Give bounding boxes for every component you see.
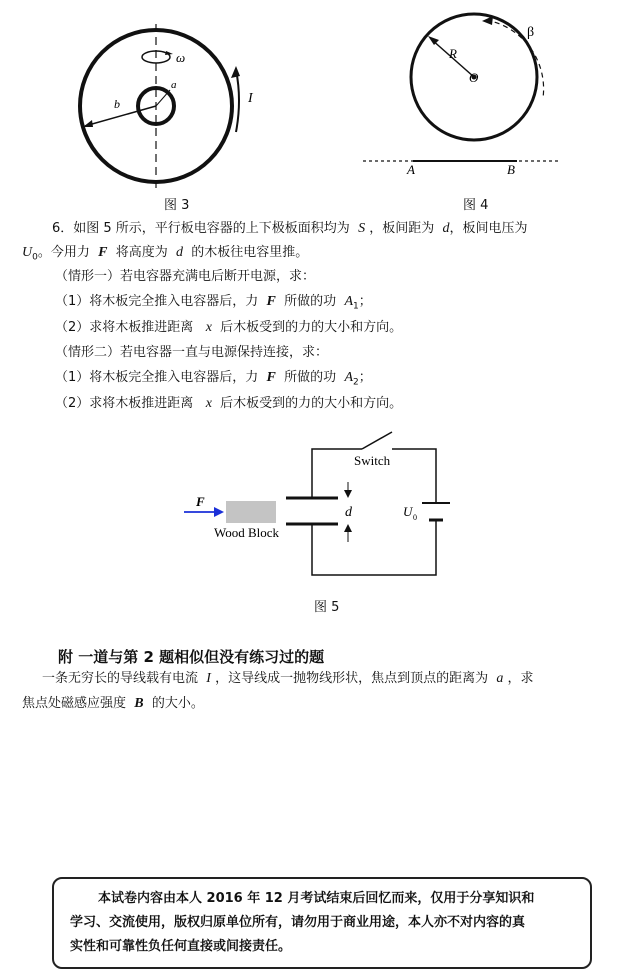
switch-label: Switch — [354, 453, 391, 468]
beta-arrowhead — [482, 16, 493, 25]
d-label: d — [345, 505, 352, 520]
b-label: b — [114, 97, 120, 111]
text: ，板间电压为 — [449, 221, 528, 236]
notice-line1: 本试卷内容由本人 2016 年 12 月考试结束后回忆而来，仅用于分享知识和 — [98, 891, 535, 906]
current-I-label: I — [248, 91, 253, 106]
voltage-U-label: U — [403, 504, 413, 519]
O-label: O — [469, 70, 479, 85]
text: 焦点处磁感应强度 — [22, 696, 127, 711]
text: （1）将木板完全推入电容器后，力 — [55, 370, 259, 385]
symbol-F: F — [266, 370, 276, 385]
text: 所做的功 — [284, 370, 337, 385]
appendix-line2 — [22, 696, 204, 712]
problem6-q2 — [55, 320, 402, 336]
text: 将高度为 — [115, 245, 168, 260]
text: 。今用力 — [37, 245, 90, 260]
problem6-case2: （情形二）若电容器一直与电源保持连接，求： — [55, 345, 329, 360]
text: 后木板受到的力的大小和方向。 — [220, 320, 403, 335]
radius-a-line — [156, 90, 170, 106]
omega-label: ω — [176, 50, 186, 65]
text: 所做的功 — [284, 294, 337, 309]
text: ，求 — [507, 671, 534, 686]
B-label: B — [507, 162, 515, 177]
figure-5 — [170, 420, 470, 590]
symbol-B: B — [134, 696, 144, 711]
text: （2）求将木板推进距离 — [55, 320, 194, 335]
current-direction-arrow — [236, 70, 239, 132]
problem6-case1: （情形一）若电容器充满电后断开电源，求： — [55, 269, 316, 284]
problem6-q3 — [55, 370, 372, 391]
problem6-line1 — [52, 221, 528, 237]
figure-3-caption: 图 3 — [164, 198, 190, 213]
omega-arrowhead — [165, 51, 173, 55]
wood-block — [226, 501, 276, 523]
text: 的木板往电容里推。 — [191, 245, 309, 260]
force-F-label: F — [196, 494, 205, 509]
notice-line2: 学习、交流使用，版权归原单位所有，请勿用于商业用途，本人亦不对内容的真 — [70, 915, 526, 930]
symbol-d: d — [442, 221, 450, 236]
circuit-top-wire-right — [392, 449, 436, 503]
symbol-I: I — [206, 671, 211, 686]
voltage-U-subscript: 0 — [413, 513, 417, 522]
symbol-x: x — [205, 396, 212, 411]
figure-4-caption: 图 4 — [463, 198, 489, 213]
symbol-a: a — [496, 671, 504, 686]
R-label: R — [449, 46, 457, 61]
force-arrowhead — [214, 507, 224, 517]
text: ； — [358, 294, 372, 309]
figure-4 — [355, 8, 575, 188]
symbol-S: S — [358, 221, 366, 236]
appendix-heading: 附 一道与第 2 题相似但没有练习过的题 — [58, 648, 325, 666]
d-arrow-top-head — [344, 490, 352, 498]
text: 后木板受到的力的大小和方向。 — [220, 396, 403, 411]
text: 6．如图 5 所示，平行板电容器的上下极板面积均为 — [52, 221, 350, 236]
subscript-2: 2 — [353, 377, 359, 388]
circuit-bottom-wire — [312, 520, 436, 575]
appendix-line1 — [42, 671, 534, 687]
text: 一条无穷长的导线载有电流 — [42, 671, 199, 686]
subscript-0: 0 — [32, 252, 38, 263]
text: 的大小。 — [151, 696, 204, 711]
symbol-A: A — [344, 370, 353, 385]
figure-5-caption: 图 5 — [314, 600, 340, 615]
subscript-1: 1 — [353, 301, 359, 312]
text: ； — [358, 370, 372, 385]
radius-b-line — [85, 106, 156, 126]
switch-blade — [362, 432, 392, 449]
radius-b-arrowhead — [83, 120, 93, 127]
current-arrowhead — [231, 66, 240, 78]
problem6-line2 — [22, 245, 308, 266]
A-label: A — [407, 162, 415, 177]
wood-block-label: Wood Block — [214, 525, 280, 540]
symbol-x: x — [205, 320, 212, 335]
text: ，板间距为 — [369, 221, 435, 236]
text: （2）求将木板推进距离 — [55, 396, 194, 411]
a-label: a — [171, 79, 177, 91]
symbol-d: d — [176, 245, 184, 260]
symbol-A: A — [344, 294, 353, 309]
problem6-q1 — [55, 294, 372, 315]
d-arrow-bottom-head — [344, 524, 352, 532]
copyright-notice-box — [52, 877, 592, 969]
text: ，这导线成一抛物线形状，焦点到顶点的距离为 — [215, 671, 489, 686]
notice-line3: 实性和可靠性负任何直接或间接责任。 — [70, 939, 292, 954]
text: （1）将木板完全推入电容器后，力 — [55, 294, 259, 309]
symbol-F: F — [98, 245, 108, 260]
problem6-q4 — [55, 396, 402, 412]
symbol-F: F — [266, 294, 276, 309]
beta-label: β — [527, 25, 535, 40]
symbol-U: U — [22, 245, 33, 260]
figure-3 — [70, 10, 270, 205]
